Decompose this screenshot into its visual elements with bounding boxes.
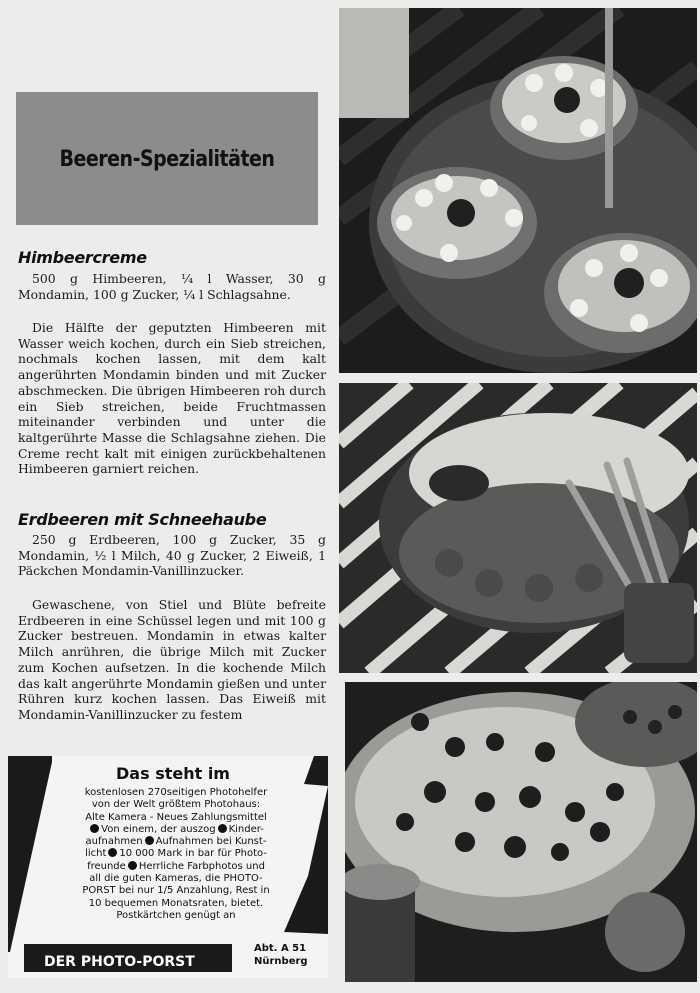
- ad-line: von der Welt größtem Photohaus:: [91, 799, 261, 811]
- photo-porst-advertisement: [8, 756, 328, 978]
- ad-line: [52, 861, 300, 873]
- ad-item: Von einem, der auszog: [101, 823, 216, 835]
- ad-code: Abt. A 51: [254, 943, 307, 954]
- bullet-icon: [145, 836, 154, 845]
- bullet-icon: [218, 824, 227, 833]
- ad-item: Kinder-: [228, 823, 264, 835]
- recipe-title-himbeercreme: Himbeercreme: [18, 248, 147, 267]
- ad-line: all die guten Kameras, die PHOTO-: [89, 873, 263, 885]
- section-banner: [16, 92, 318, 225]
- ad-item: freunde: [87, 860, 126, 872]
- ad-line: PORST bei nur 1/5 Anzahlung, Rest in: [82, 885, 270, 897]
- ad-line: kostenlosen 270seitigen Photohelfer: [84, 787, 268, 798]
- ad-city: Nürnberg: [254, 956, 308, 967]
- ad-item: licht: [85, 848, 107, 860]
- ad-headline: Das steht im: [116, 764, 230, 783]
- bullet-icon: [90, 824, 99, 833]
- ad-brand: DER PHOTO-PORST: [44, 954, 195, 970]
- ad-line: [52, 848, 300, 860]
- ad-item: Herrliche Farbphotos und: [138, 860, 265, 872]
- ad-item: 10 000 Mark in bar für Photo-: [119, 848, 267, 860]
- ad-line: [52, 836, 300, 848]
- photo-strawberry-meringue: [339, 383, 697, 673]
- recipe-title-erdbeeren: Erdbeeren mit Schneehaube: [18, 510, 267, 529]
- photo-raspberry-cream: [339, 8, 697, 373]
- recipe-ingredients-erdbeeren: 250 g Erdbeeren, 100 g Zucker, 35 g Mondamin, ½ l Milch, 40 g Zucker, 2 Eiweiß, 1 Päckchen Mondamin-Vanillinzucker.: [18, 532, 326, 579]
- bullet-icon: [108, 848, 117, 857]
- ad-item: aufnahmen: [85, 836, 143, 848]
- ad-body: [52, 787, 300, 922]
- ad-item: Aufnahmen bei Kunst-: [155, 836, 267, 848]
- ad-line: Alte Kamera - Neues Zahlungsmittel: [85, 811, 267, 823]
- ad-line: [52, 824, 300, 836]
- recipe-ingredients-himbeercreme: 500 g Himbeeren, ¼ l Wasser, 30 g Mondamin, 100 g Zucker, ¼ l Schlagsahne.: [18, 271, 326, 302]
- photo-berry-platter: [345, 682, 697, 982]
- ad-address: [254, 942, 324, 968]
- recipe-method-himbeercreme: Die Hälfte der geputzten Himbeeren mit Wasser weich kochen, durch ein Sieb streichen, nochmals kochen lassen, mit dem kalt angerührten Mondamin binden und mit Zucker abschmecken. Die übrigen Himbeeren roh durch ein Sieb streichen, beide Fruchtmassen miteinander verbinden und unter die kaltgerührte Masse die Schlagsahne ziehen. Die Creme recht kalt mit einigen zurückbehaltenen Himbeeren garniert reichen.: [18, 320, 326, 477]
- recipe-method-erdbeeren: Gewaschene, von Stiel und Blüte befreite Erdbeeren in eine Schüssel legen und mit 100 g Zucker bestreuen. Mondamin in etwas kalter Milch anrühren, die übrige Milch mit Zucker zum Kochen aufsetzen. In die kochende Milch das kalt angerührte Mondamin gießen und unter Rühren kurz kochen lassen. Das Eiweiß mit Mondamin-Vanillinzucker zu festem: [18, 597, 326, 722]
- ad-line: Postkärtchen genügt an: [116, 909, 236, 921]
- ad-line: 10 bequemen Monatsraten, bietet.: [88, 897, 264, 909]
- section-title: Beeren-Spezialitäten: [59, 145, 275, 172]
- bullet-icon: [128, 861, 137, 870]
